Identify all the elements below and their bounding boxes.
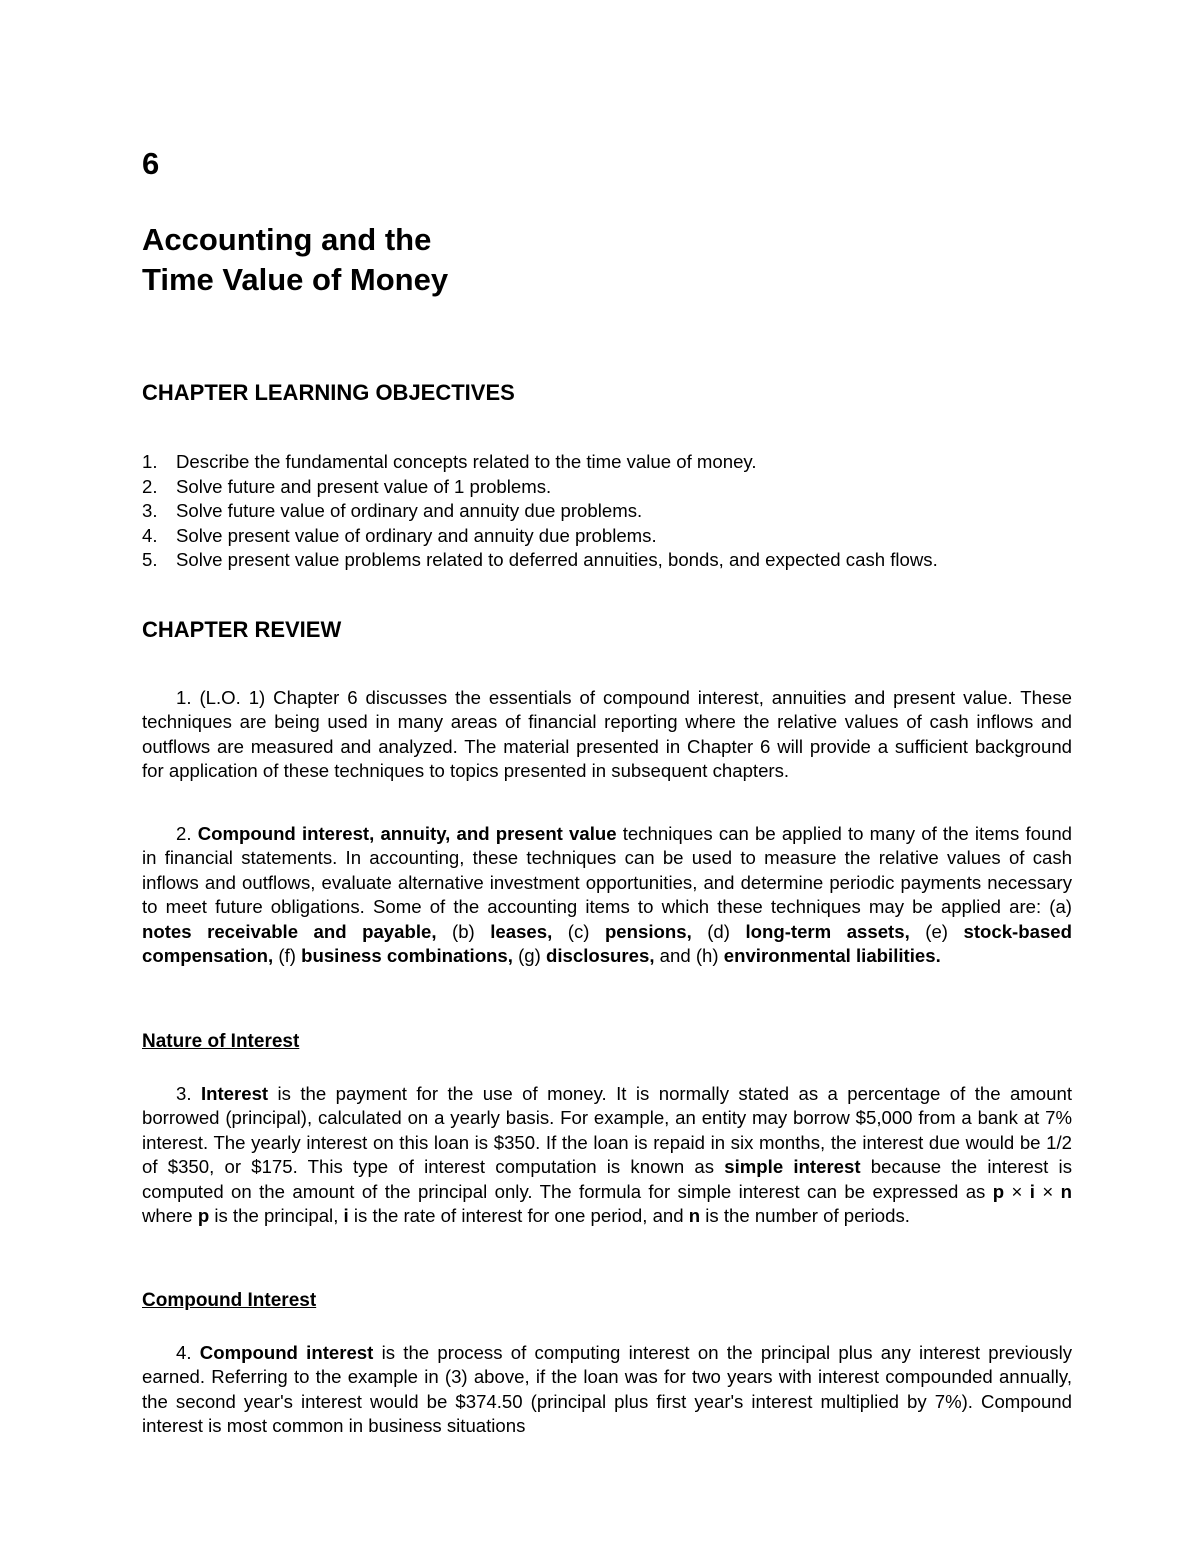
compound-interest-heading: Compound Interest bbox=[142, 1290, 317, 1311]
bold-term: leases, bbox=[490, 920, 553, 942]
bold-term: environmental liabilities. bbox=[723, 945, 941, 967]
list-item bbox=[142, 524, 1102, 549]
paragraph-text: techniques can be applied to many of the items found in financial statements. In accounting, these techniques can be used to measure the relative values of cash inflows and outflows, evaluate alternative investment opportunities, and determine periodic payments necessary to meet future obligations. Some of the accounting items to which these techniques may be applied are: (a) bbox=[142, 823, 1073, 918]
chapter-title-line-2: Time Value of Money bbox=[142, 262, 449, 297]
paragraph-text: and (h) bbox=[654, 945, 724, 967]
paragraph-text: × bbox=[1034, 1180, 1061, 1202]
paragraph-text: (e) bbox=[909, 920, 964, 942]
bold-term: business combinations, bbox=[301, 945, 513, 967]
review-paragraph-1: 1. (L.O. 1) Chapter 6 discusses the essentials of compound interest, annuities and present value. These techniques are being used in many areas of financial reporting where the relative values of cash inflows and outflows are measured and analyzed. The material presented in Chapter 6 will provide a sufficient background for application of these techniques to topics presented in subsequent chapters. bbox=[142, 687, 1072, 782]
paragraph-text: is the principal, bbox=[209, 1205, 344, 1227]
list-item-text: Describe the fundamental concepts related to the time value of money. bbox=[176, 451, 757, 472]
review-paragraph-2 bbox=[142, 822, 1072, 968]
learning-objectives-heading: CHAPTER LEARNING OBJECTIVES bbox=[142, 380, 515, 405]
learning-objectives-list bbox=[142, 450, 1102, 573]
paragraph-text: is the rate of interest for one period, and bbox=[348, 1205, 689, 1227]
list-item bbox=[142, 450, 1102, 475]
list-item-number: 1. bbox=[142, 451, 158, 472]
list-item bbox=[142, 475, 1102, 500]
chapter-number: 6 bbox=[142, 146, 160, 181]
chapter-title-line-1: Accounting and the bbox=[142, 222, 432, 257]
nature-of-interest-heading: Nature of Interest bbox=[142, 1031, 300, 1052]
paragraph-text: because the interest is computed on the amount of the principal only. The formula for simple interest can be expressed as bbox=[142, 1156, 1072, 1202]
paragraph-text: × bbox=[1004, 1180, 1030, 1202]
bold-term: long-term assets, bbox=[745, 920, 910, 942]
list-item-number: 2. bbox=[142, 475, 158, 497]
list-item-text: Solve present value problems related to deferred annuities, bonds, and expected cash flows. bbox=[176, 549, 938, 570]
bold-term: n bbox=[688, 1205, 701, 1227]
paragraph-number: 4. bbox=[176, 1342, 192, 1363]
paragraph-text: where bbox=[142, 1205, 198, 1227]
paragraph-text: is the number of periods. bbox=[700, 1205, 910, 1227]
bold-term: pensions, bbox=[604, 920, 692, 942]
list-item-text: Solve future value of ordinary and annuity due problems. bbox=[176, 500, 643, 521]
paragraph-text: (d) bbox=[691, 920, 746, 942]
paragraph-text: is the process of computing interest on the principal plus any interest previously earned. Referring to the example in (3) above, if the loan was for two years with interest compounded annually, the second year's interest would be $374.50 (principal plus first year's interest multiplied by 7%). Compound interest is most common in business situations bbox=[142, 1342, 1072, 1437]
list-item bbox=[142, 499, 1102, 524]
bold-term: i bbox=[343, 1205, 349, 1227]
list-item-number: 4. bbox=[142, 524, 158, 546]
bold-term: Interest bbox=[200, 1083, 269, 1104]
bold-term: Compound interest bbox=[199, 1342, 374, 1363]
paragraph-text: (b) bbox=[436, 920, 491, 942]
bold-term: stock-based compensation, bbox=[142, 920, 1072, 967]
chapter-title bbox=[142, 220, 448, 300]
bold-term: notes receivable and payable, bbox=[142, 920, 437, 942]
paragraph-text: (c) bbox=[552, 920, 605, 942]
bold-term: disclosures, bbox=[545, 945, 655, 967]
paragraph-text: (g) bbox=[512, 945, 546, 967]
bold-term: p bbox=[992, 1180, 1005, 1202]
paragraph-text: is the payment for the use of money. It is normally stated as a percentage of the amount borrowed (principal), calculated on a yearly basis. For example, an entity may borrow $5,000 from a bank at 7% interest. The yearly interest on this loan is $350. If the loan is repaid in six months, the interest due would be 1/2 of $350, or $175. This type of interest computation is known as bbox=[142, 1083, 1072, 1178]
list-item-text: Solve present value of ordinary and annuity due problems. bbox=[176, 524, 657, 546]
list-item-number: 3. bbox=[142, 500, 158, 521]
chapter-review-heading: CHAPTER REVIEW bbox=[142, 617, 342, 642]
paragraph-text: (f) bbox=[273, 945, 302, 967]
bold-term: Compound interest, annuity, and present value bbox=[197, 823, 617, 844]
bold-term: i bbox=[1029, 1180, 1035, 1202]
paragraph-number: 2. bbox=[176, 823, 192, 844]
review-paragraph-3 bbox=[142, 1082, 1072, 1228]
bold-term: simple interest bbox=[724, 1156, 861, 1178]
review-paragraph-4 bbox=[142, 1341, 1072, 1439]
bold-term: n bbox=[1060, 1180, 1072, 1202]
list-item-number: 5. bbox=[142, 549, 158, 570]
bold-term: p bbox=[197, 1205, 210, 1227]
list-item-text: Solve future and present value of 1 problems. bbox=[176, 475, 552, 497]
list-item bbox=[142, 548, 1102, 573]
paragraph-number: 3. bbox=[176, 1083, 192, 1104]
